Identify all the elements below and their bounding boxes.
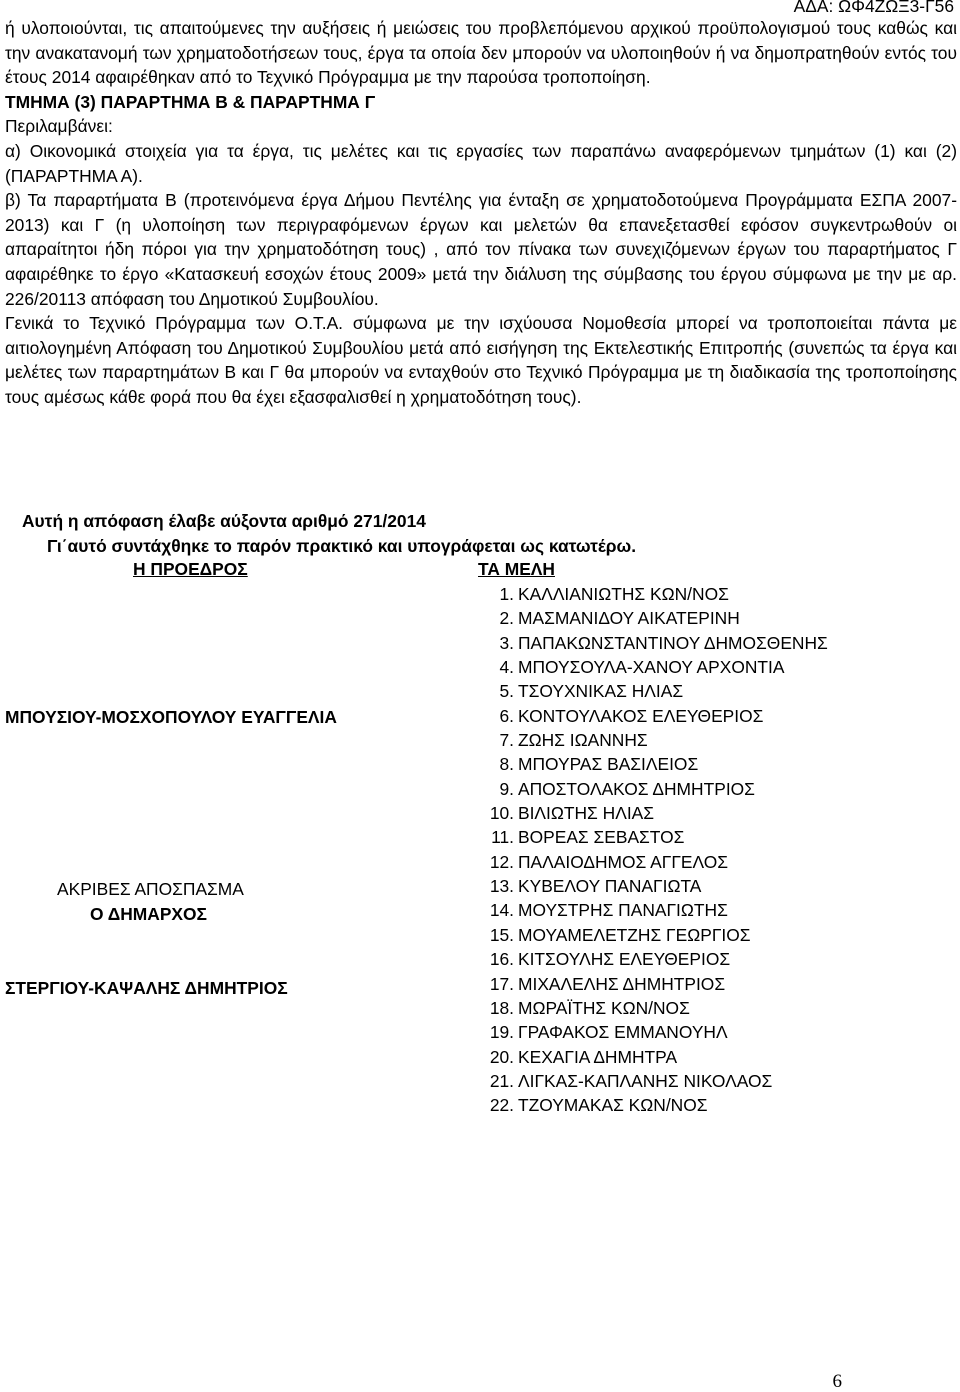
member-number: 15.: [489, 924, 514, 945]
member-name: ΤΖΟΥΜΑΚΑΣ ΚΩΝ/ΝΟΣ: [518, 1095, 708, 1116]
member-number: 3.: [499, 632, 514, 653]
section-heading: ΤΜΗΜΑ (3) ΠΑΡΑΡΤΗΜΑ Β & ΠΑΡΑΡΤΗΜΑ Γ: [5, 91, 376, 112]
member-number: 21.: [489, 1070, 514, 1091]
member-number: 19.: [489, 1022, 514, 1043]
signing-statement: Γι΄αυτό συντάχθηκε το παρόν πρακτικό και υπογράφεται ως κατωτέρω.: [47, 536, 637, 556]
member-item: [474, 631, 828, 655]
member-item: [474, 704, 828, 728]
member-name: ΜΠΟΥΣΟΥΛΑ-ΧΑΝΟΥ ΑΡΧΟΝΤΙΑ: [518, 657, 785, 678]
members-heading: ΤΑ ΜΕΛΗ: [478, 559, 555, 579]
member-name: ΜΙΧΑΛΕΛΗΣ ΔΗΜΗΤΡΙΟΣ: [518, 973, 726, 994]
member-name: ΜΟΥΑΜΕΛΕΤΖΗΣ ΓΕΩΡΓΙΟΣ: [518, 924, 751, 945]
members-list: [474, 582, 828, 1118]
member-name: ΚΕΧΑΓΙΑ ΔΗΜΗΤΡΑ: [518, 1046, 678, 1067]
mayor-title: Ο ΔΗΜΑΡΧΟΣ: [90, 904, 207, 924]
member-number: 14.: [489, 900, 514, 921]
member-name: ΜΟΥΣΤΡΗΣ ΠΑΝΑΓΙΩΤΗΣ: [518, 900, 728, 921]
decision-number: Αυτή η απόφαση έλαβε αύξοντα αριθμό 271/2014: [22, 511, 426, 531]
member-item: [474, 874, 828, 898]
member-name: ΚΑΛΛΙΑΝΙΩΤΗΣ ΚΩΝ/ΝΟΣ: [518, 584, 729, 604]
member-item: [474, 655, 828, 679]
member-number: 11.: [491, 827, 514, 848]
member-name: ΚΙΤΣΟΥΛΗΣ ΕΛΕΥΘΕΡΙΟΣ: [518, 949, 731, 970]
member-item: [474, 606, 828, 630]
member-number: 1.: [499, 584, 514, 604]
document-body: [5, 16, 957, 410]
member-name: ΠΑΛΑΙΟΔΗΜΟΣ ΑΓΓΕΛΟΣ: [518, 851, 729, 872]
member-item: [474, 777, 828, 801]
member-number: 5.: [499, 681, 514, 702]
member-number: 13.: [489, 876, 514, 897]
member-name: ΤΣΟΥΧΝΙΚΑΣ ΗΛΙΑΣ: [518, 681, 684, 702]
member-number: 22.: [489, 1095, 514, 1116]
member-item: [474, 1069, 828, 1093]
ada-code: ΑΔΑ: ΩΦ4ΖΩΞ3-Γ56: [793, 0, 954, 16]
includes-label: Περιλαμβάνει:: [5, 116, 113, 137]
item-a: α) Οικονομικά στοιχεία για τα έργα, τις μελέτες και τις εργασίες των παραπάνω αναφερόμενων τμημάτων (1) και (2) (ΠΑΡΑΡΤΗΜΑ Α).: [5, 140, 957, 186]
member-item: [474, 1020, 828, 1044]
member-name: ΜΑΣΜΑΝΙΔΟΥ ΑΙΚΑΤΕΡΙΝΗ: [518, 608, 740, 629]
member-item: [474, 972, 828, 996]
member-number: 7.: [499, 730, 514, 751]
member-name: ΜΩΡΑΪΤΗΣ ΚΩΝ/ΝΟΣ: [518, 997, 690, 1018]
member-item: [474, 850, 828, 874]
member-number: 20.: [489, 1046, 514, 1067]
decision-block: [22, 509, 922, 559]
member-number: 18.: [489, 997, 514, 1018]
member-name: ΛΙΓΚΑΣ-ΚΑΠΛΑΝΗΣ ΝΙΚΟΛΑΟΣ: [518, 1070, 773, 1091]
item-b: β) Τα παραρτήματα Β (προτεινόμενα έργα Δήμου Πεντέλης για ένταξη σε χρηματοδοτούμενα Προγράμματα ΕΣΠΑ 2007-2013) και Γ (η υλοποίηση των περιγραφόμενων έργων και μελετών θα επανεξετασθεί εφόσον συγκεντρωθούν οι απαραίτητοι ήδη πόροι για την χρηματοδότηση τους) , από τον πίνακα των συνεχιζόμενων έργων του παραρτήματος Γ αφαιρέθηκε το έργο «Κατασκευή εσοχών έτους 2009» μετά την διάλυση της σύμβασης του έργου σύμφωνα με την με αρ. 226/20113 απόφαση του Δημοτικού Συμβουλίου.: [5, 190, 957, 309]
member-name: ΑΠΟΣΤΟΛΑΚΟΣ ΔΗΜΗΤΡΙΟΣ: [518, 778, 755, 799]
member-item: [474, 582, 828, 606]
page-number: 6: [832, 1371, 842, 1392]
member-item: [474, 825, 828, 849]
member-name: ΠΑΠΑΚΩΝΣΤΑΝΤΙΝΟΥ ΔΗΜΟΣΘΕΝΗΣ: [518, 632, 828, 653]
member-item: [474, 1045, 828, 1069]
member-item: [474, 996, 828, 1020]
member-name: ΖΩΗΣ ΙΩΑΝΝΗΣ: [518, 730, 648, 751]
member-item: [474, 947, 828, 971]
president-heading: Η ΠΡΟΕΔΡΟΣ: [133, 559, 248, 579]
member-number: 12.: [489, 851, 514, 872]
member-number: 6.: [499, 705, 514, 726]
member-name: ΚΥΒΕΛΟΥ ΠΑΝΑΓΙΩΤΑ: [518, 876, 702, 897]
member-item: [474, 801, 828, 825]
paragraph-general: Γενικά το Τεχνικό Πρόγραμμα των Ο.Τ.Α. σύμφωνα με την ισχύουσα Νομοθεσία μπορεί να τροποποιείται πάντα με αιτιολογημένη Απόφαση του Δημοτικού Συμβουλίου μετά από εισήγηση της Εκτελεστικής Επιτροπής (συνεπώς τα έργα και μελέτες των παραρτημάτων Β και Γ θα μπορούν να ενταχθούν στο Τεχνικό Πρόγραμμα με τη διαδικασία της τροποποίησης τους αμέσως κάθε φορά που θα έχει εξασφαλισθεί η χρηματοδότηση τους).: [5, 313, 957, 407]
member-number: 4.: [499, 657, 514, 678]
member-item: [474, 679, 828, 703]
mayor-name: ΣΤΕΡΓΙΟΥ-ΚΑΨΑΛΗΣ ΔΗΜΗΤΡΙΟΣ: [5, 978, 288, 998]
member-item: [474, 728, 828, 752]
member-item: [474, 923, 828, 947]
member-name: ΓΡΑΦΑΚΟΣ ΕΜΜΑΝΟΥΗΛ: [518, 1022, 728, 1043]
member-number: 10.: [489, 803, 514, 824]
member-name: ΒΙΛΙΩΤΗΣ ΗΛΙΑΣ: [518, 803, 655, 824]
member-number: 16.: [489, 949, 514, 970]
member-number: 17.: [489, 973, 514, 994]
member-number: 9.: [499, 778, 514, 799]
member-item: [474, 752, 828, 776]
member-item: [474, 1093, 828, 1117]
accurate-copy-label: ΑΚΡΙΒΕΣ ΑΠΟΣΠΑΣΜΑ: [57, 879, 244, 899]
member-name: ΚΟΝΤΟΥΛΑΚΟΣ ΕΛΕΥΘΕΡΙΟΣ: [518, 705, 764, 726]
member-item: [474, 898, 828, 922]
paragraph-intro: ή υλοποιούνται, τις απαιτούμενες την αυξήσεις ή μειώσεις του προβλεπόμενου αρχικού προϋπολογισμού τους καθώς και την ανακατανομή των χρηματοδοτήσεων τους, έργα τα οποία δεν μπορούν να υλοποιηθούν ή να δημοπρατηθούν εντός του έτους 2014 αφαιρέθηκαν από το Τεχνικό Πρόγραμμα με την παρούσα τροποποίηση.: [5, 18, 957, 88]
member-name: ΒΟΡΕΑΣ ΣΕΒΑΣΤΟΣ: [518, 827, 685, 848]
president-name: ΜΠΟΥΣΙΟΥ-ΜΟΣΧΟΠΟΥΛΟΥ ΕΥΑΓΓΕΛΙΑ: [5, 707, 337, 727]
member-name: ΜΠΟΥΡΑΣ ΒΑΣΙΛΕΙΟΣ: [518, 754, 699, 775]
member-number: 8.: [499, 754, 514, 775]
member-number: 2.: [499, 608, 514, 629]
